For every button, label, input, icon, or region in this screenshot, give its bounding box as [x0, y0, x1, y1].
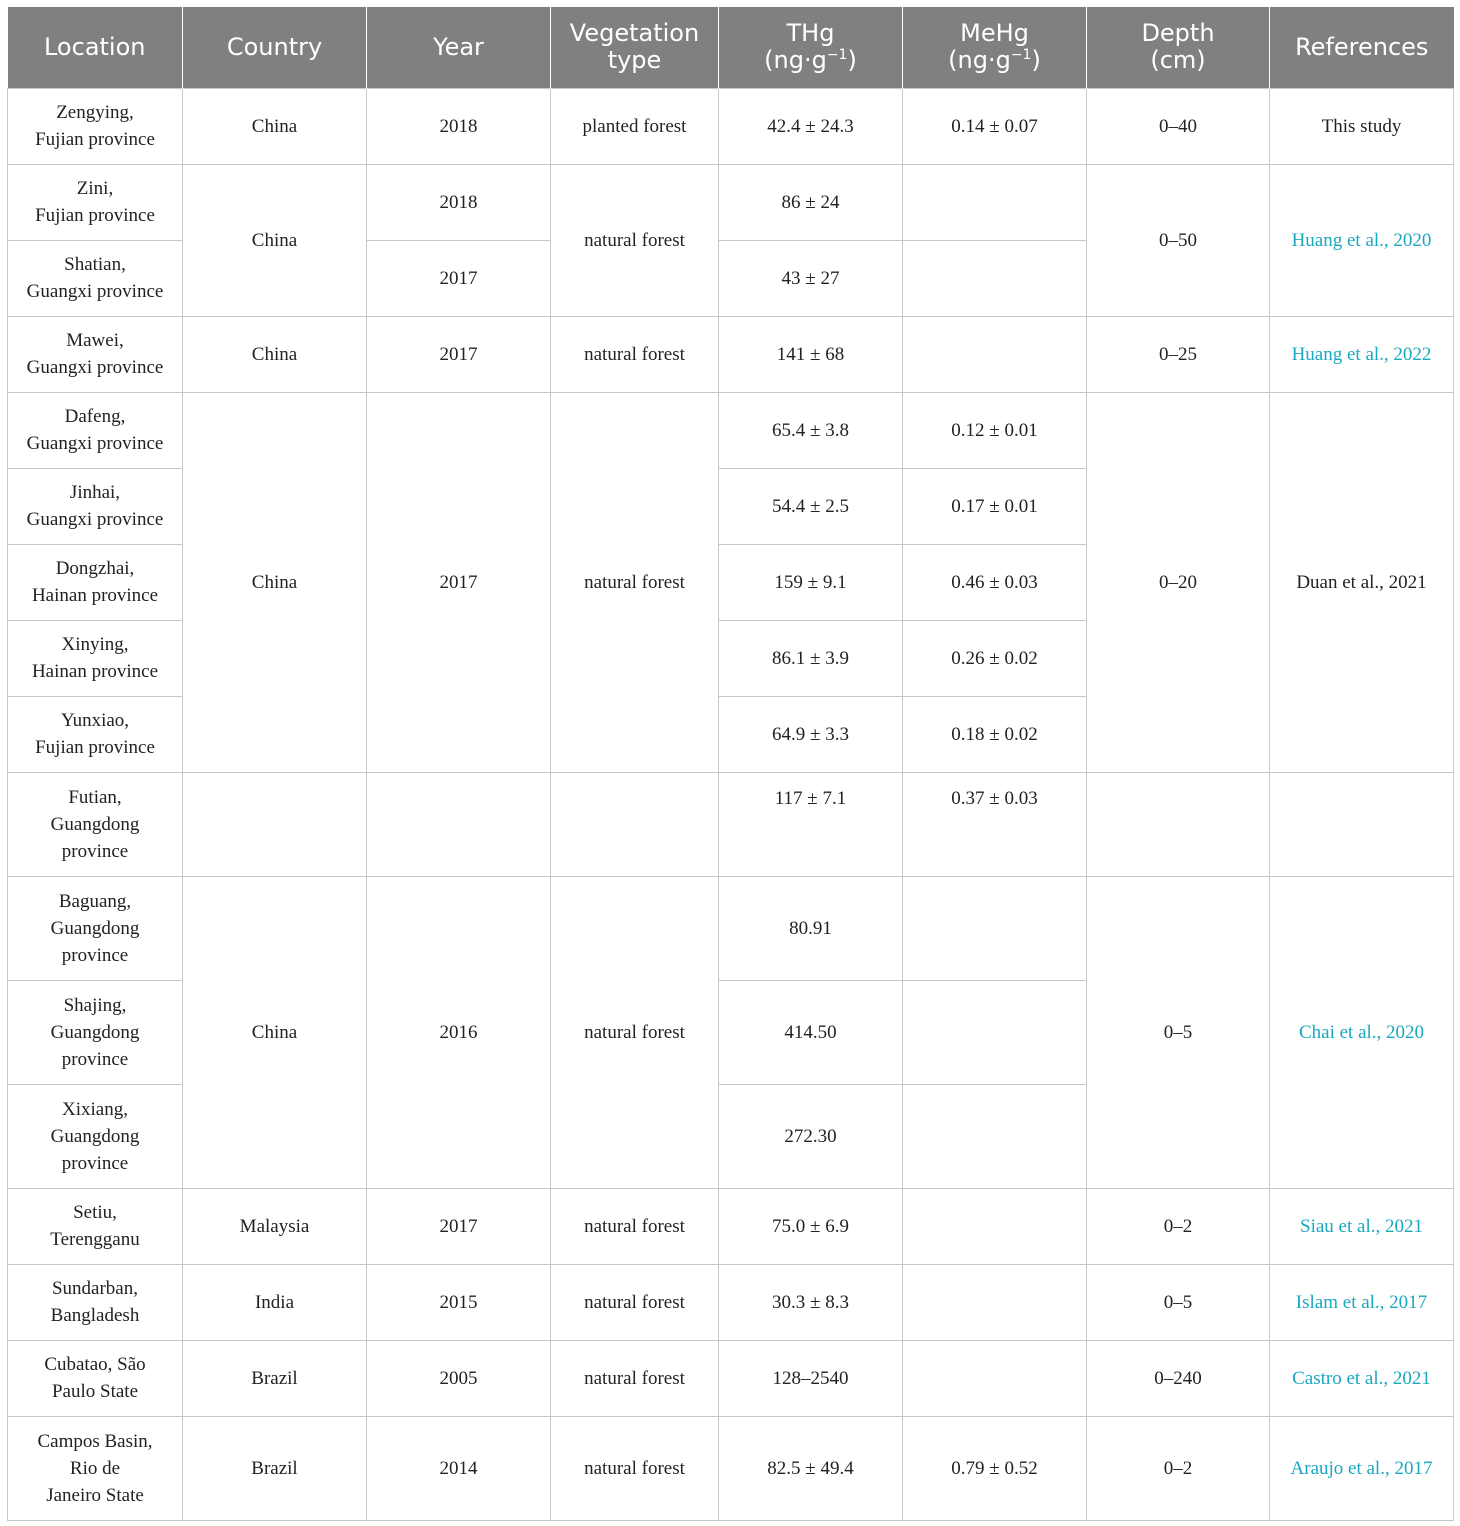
cell-country: Brazil — [183, 1416, 367, 1520]
cell-mehg: 0.14 ± 0.07 — [903, 88, 1087, 164]
cell-thg: 80.91 — [719, 876, 903, 980]
cell-mehg — [903, 316, 1087, 392]
cell-year: 2005 — [367, 1340, 551, 1416]
cell-year: 2017 — [367, 392, 551, 772]
cell-country: China — [183, 316, 367, 392]
cell-location: Shajing, Guangdong province — [8, 980, 183, 1084]
header-depth: Depth (cm) — [1087, 7, 1270, 88]
cell-country: India — [183, 1264, 367, 1340]
cell-depth: 0–50 — [1087, 164, 1270, 316]
cell-thg: 43 ± 27 — [719, 240, 903, 316]
cell-depth: 0–2 — [1087, 1188, 1270, 1264]
header-year: Year — [367, 7, 551, 88]
cell-mehg — [903, 1264, 1087, 1340]
cell-location: Setiu, Terengganu — [8, 1188, 183, 1264]
cell-depth: 0–20 — [1087, 392, 1270, 772]
header-references: References — [1270, 7, 1454, 88]
cell-depth — [1087, 772, 1270, 876]
cell-year: 2014 — [367, 1416, 551, 1520]
cell-thg: 86.1 ± 3.9 — [719, 620, 903, 696]
cell-year: 2018 — [367, 164, 551, 240]
cell-thg: 75.0 ± 6.9 — [719, 1188, 903, 1264]
cell-country: China — [183, 392, 367, 772]
cell-reference: This study — [1270, 88, 1454, 164]
cell-location: Jinhai, Guangxi province — [8, 468, 183, 544]
cell-vegetation: natural forest — [551, 876, 719, 1188]
cell-mehg — [903, 240, 1087, 316]
reference-link[interactable]: Huang et al., 2022 — [1270, 316, 1454, 392]
cell-thg: 86 ± 24 — [719, 164, 903, 240]
cell-thg: 272.30 — [719, 1084, 903, 1188]
cell-mehg — [903, 1188, 1087, 1264]
cell-country: Malaysia — [183, 1188, 367, 1264]
cell-vegetation: natural forest — [551, 1264, 719, 1340]
table-row — [8, 772, 1454, 876]
table-row — [8, 1188, 1454, 1264]
cell-location: Campos Basin, Rio de Janeiro State — [8, 1416, 183, 1520]
cell-mehg: 0.12 ± 0.01 — [903, 392, 1087, 468]
cell-country: Brazil — [183, 1340, 367, 1416]
cell-mehg — [903, 876, 1087, 980]
cell-location: Shatian, Guangxi province — [8, 240, 183, 316]
cell-vegetation: natural forest — [551, 1188, 719, 1264]
cell-thg: 128–2540 — [719, 1340, 903, 1416]
table-row — [8, 876, 1454, 980]
cell-country: China — [183, 876, 367, 1188]
cell-depth: 0–5 — [1087, 876, 1270, 1188]
cell-vegetation — [551, 772, 719, 876]
cell-thg: 117 ± 7.1 — [719, 772, 903, 876]
table-row — [8, 164, 1454, 240]
cell-mehg: 0.17 ± 0.01 — [903, 468, 1087, 544]
cell-depth: 0–40 — [1087, 88, 1270, 164]
reference-link[interactable]: Huang et al., 2020 — [1270, 164, 1454, 316]
cell-vegetation: natural forest — [551, 392, 719, 772]
cell-vegetation: planted forest — [551, 88, 719, 164]
cell-thg: 54.4 ± 2.5 — [719, 468, 903, 544]
cell-year: 2018 — [367, 88, 551, 164]
cell-location: Yunxiao, Fujian province — [8, 696, 183, 772]
cell-location: Mawei, Guangxi province — [8, 316, 183, 392]
cell-mehg: 0.46 ± 0.03 — [903, 544, 1087, 620]
cell-mehg — [903, 1340, 1087, 1416]
cell-vegetation: natural forest — [551, 1416, 719, 1520]
cell-depth: 0–25 — [1087, 316, 1270, 392]
table-row — [8, 1416, 1454, 1520]
cell-thg: 141 ± 68 — [719, 316, 903, 392]
cell-thg: 30.3 ± 8.3 — [719, 1264, 903, 1340]
cell-location: Dafeng, Guangxi province — [8, 392, 183, 468]
table-row — [8, 392, 1454, 468]
reference-link[interactable]: Islam et al., 2017 — [1270, 1264, 1454, 1340]
data-table-container — [7, 7, 1453, 1521]
cell-year: 2017 — [367, 1188, 551, 1264]
cell-year: 2017 — [367, 240, 551, 316]
cell-mehg: 0.37 ± 0.03 — [903, 772, 1087, 876]
header-location: Location — [8, 7, 183, 88]
header-thg: THg $(ng\cdot g^{-1})$ — [719, 7, 903, 88]
cell-country — [183, 772, 367, 876]
cell-year: 2017 — [367, 316, 551, 392]
table-row — [8, 316, 1454, 392]
cell-location: Xixiang, Guangdong province — [8, 1084, 183, 1188]
cell-country: China — [183, 164, 367, 316]
cell-location: Zini, Fujian province — [8, 164, 183, 240]
mercury-comparison-table — [7, 7, 1454, 1521]
cell-depth: 0–2 — [1087, 1416, 1270, 1520]
table-row — [8, 1340, 1454, 1416]
reference-link[interactable]: Castro et al., 2021 — [1270, 1340, 1454, 1416]
header-vegetation-type: Vegetation type — [551, 7, 719, 88]
header-mehg: MeHg $(ng\cdot g^{-1})$ — [903, 7, 1087, 88]
cell-mehg: 0.79 ± 0.52 — [903, 1416, 1087, 1520]
cell-year: 2016 — [367, 876, 551, 1188]
cell-mehg: 0.18 ± 0.02 — [903, 696, 1087, 772]
table-row — [8, 1264, 1454, 1340]
cell-year: 2015 — [367, 1264, 551, 1340]
cell-location: Futian, Guangdong province — [8, 772, 183, 876]
cell-depth: 0–5 — [1087, 1264, 1270, 1340]
header-row — [8, 7, 1454, 88]
cell-reference — [1270, 772, 1454, 876]
cell-thg: 65.4 ± 3.8 — [719, 392, 903, 468]
cell-location: Dongzhai, Hainan province — [8, 544, 183, 620]
reference-link[interactable]: Araujo et al., 2017 — [1270, 1416, 1454, 1520]
cell-mehg — [903, 980, 1087, 1084]
cell-location: Cubatao, São Paulo State — [8, 1340, 183, 1416]
cell-reference: Duan et al., 2021 — [1270, 392, 1454, 772]
cell-mehg — [903, 164, 1087, 240]
cell-vegetation: natural forest — [551, 1340, 719, 1416]
cell-location: Xinying, Hainan province — [8, 620, 183, 696]
header-country: Country — [183, 7, 367, 88]
reference-link[interactable]: Siau et al., 2021 — [1270, 1188, 1454, 1264]
cell-mehg — [903, 1084, 1087, 1188]
cell-country: China — [183, 88, 367, 164]
cell-location: Zengying, Fujian province — [8, 88, 183, 164]
cell-thg: 82.5 ± 49.4 — [719, 1416, 903, 1520]
cell-location: Baguang, Guangdong province — [8, 876, 183, 980]
cell-thg: 414.50 — [719, 980, 903, 1084]
cell-mehg: 0.26 ± 0.02 — [903, 620, 1087, 696]
cell-thg: 159 ± 9.1 — [719, 544, 903, 620]
cell-vegetation: natural forest — [551, 164, 719, 316]
cell-thg: 42.4 ± 24.3 — [719, 88, 903, 164]
cell-location: Sundarban, Bangladesh — [8, 1264, 183, 1340]
table-row — [8, 88, 1454, 164]
cell-thg: 64.9 ± 3.3 — [719, 696, 903, 772]
cell-year — [367, 772, 551, 876]
cell-depth: 0–240 — [1087, 1340, 1270, 1416]
reference-link[interactable]: Chai et al., 2020 — [1270, 876, 1454, 1188]
cell-vegetation: natural forest — [551, 316, 719, 392]
